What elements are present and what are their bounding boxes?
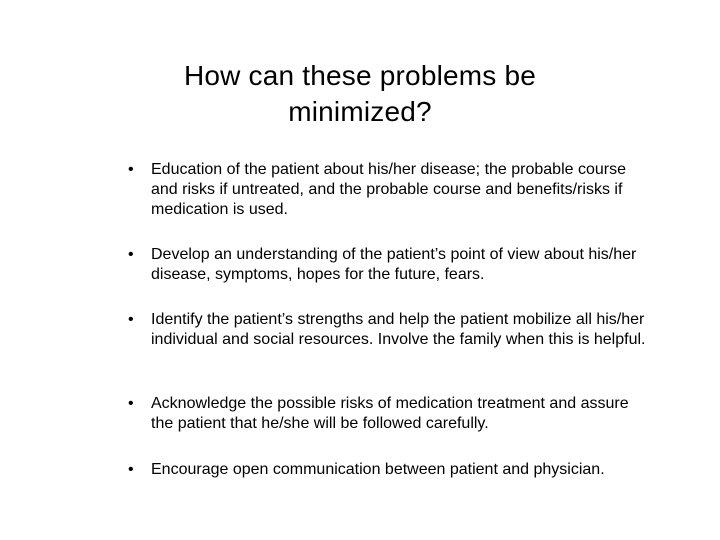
bullet-marker: • xyxy=(128,461,134,478)
bullet-text: Identify the patient’s strengths and help the patient mobilize all his/her individual and social resources. Involve the family when this is helpful. xyxy=(151,311,646,348)
bullet-text: Education of the patient about his/her disease; the probable course and risks if untreated, and the probable course and benefits/risks if medication is used. xyxy=(151,161,626,218)
bullet-marker: • xyxy=(128,246,134,263)
bullet-text: Acknowledge the possible risks of medication treatment and assure the patient that he/she will be followed carefully. xyxy=(151,395,629,432)
bullet-marker: • xyxy=(128,395,134,412)
bullet-item-understanding xyxy=(128,245,648,285)
bullet-item-strengths xyxy=(128,310,648,350)
bullet-text: Encourage open communication between patient and physician. xyxy=(151,461,605,478)
bullet-marker: • xyxy=(128,161,134,178)
bullet-item-risks xyxy=(128,394,648,434)
slide-title: How can these problems be minimized? xyxy=(183,60,537,127)
bullet-marker: • xyxy=(128,311,134,328)
bullet-item-education xyxy=(128,160,648,220)
bullet-item-communication xyxy=(128,460,648,480)
bullet-text: Develop an understanding of the patient’s point of view about his/her disease, symptoms, hopes for the future, fears. xyxy=(151,246,637,283)
